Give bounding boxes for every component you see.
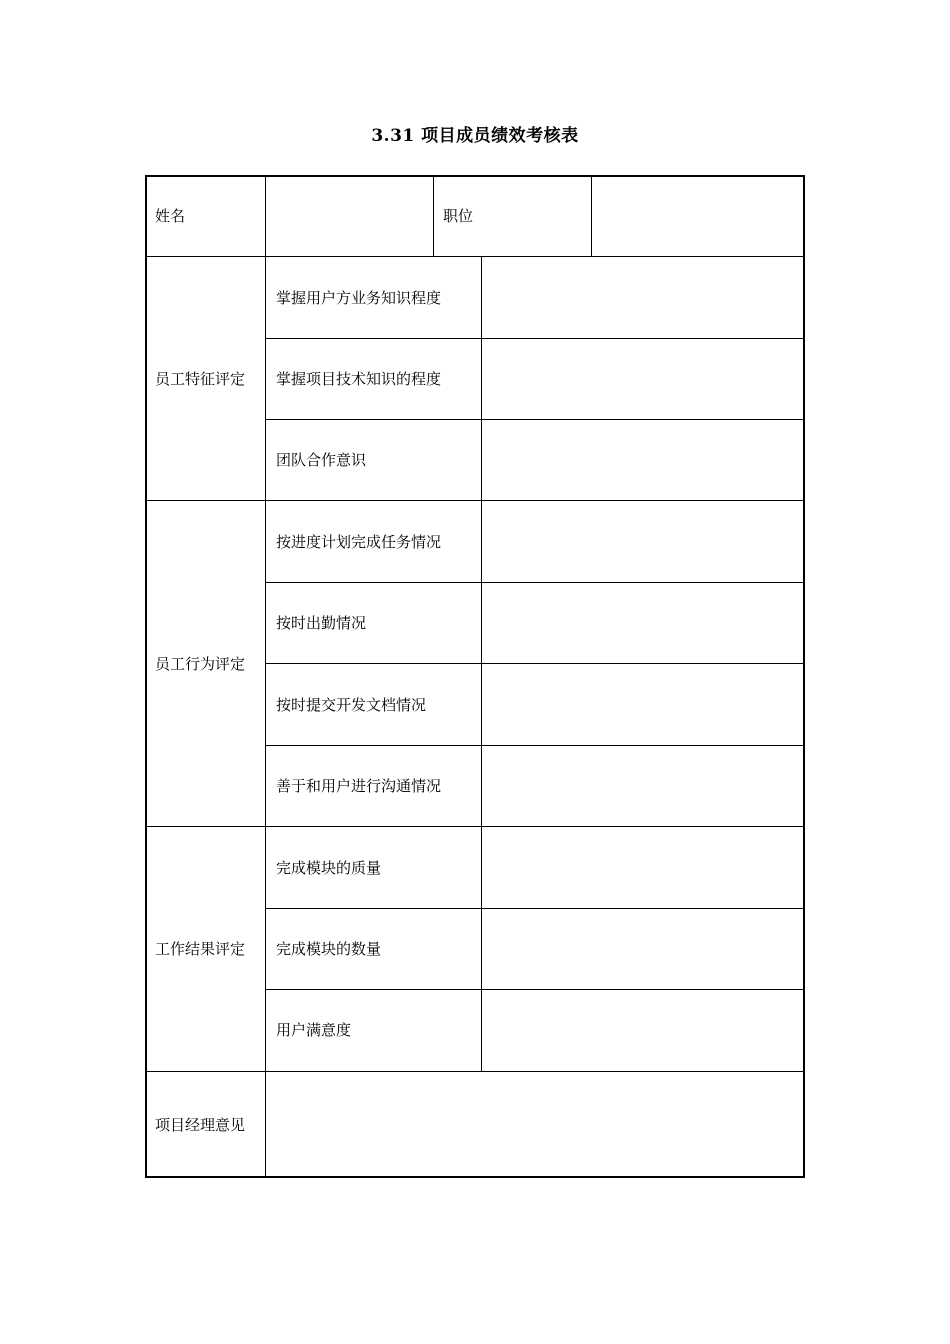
- evaluation-form: [145, 175, 805, 1178]
- position-value-field[interactable]: [601, 206, 791, 226]
- row-divider-s3-1: [266, 908, 803, 909]
- section-label-results: 工作结果评定: [155, 940, 246, 958]
- col-divider-label: [265, 177, 266, 1176]
- row-divider-s2-3: [266, 745, 803, 746]
- item-value-field[interactable]: [491, 288, 791, 308]
- row-divider-s3-end: [147, 1071, 803, 1072]
- row-divider-s2-1: [266, 582, 803, 583]
- row-divider-s3-2: [266, 989, 803, 990]
- manager-opinion-field[interactable]: [276, 1115, 791, 1135]
- item-label: 完成模块的质量: [276, 859, 382, 877]
- row-divider-s1-end: [147, 500, 803, 501]
- item-label: 善于和用户进行沟通情况: [276, 777, 442, 795]
- section-label-traits: 员工特征评定: [155, 370, 246, 388]
- item-value-field[interactable]: [491, 532, 791, 552]
- col-divider-item: [481, 257, 482, 1071]
- position-label: 职位: [443, 207, 474, 225]
- col-divider-header-2: [433, 177, 434, 256]
- name-label: 姓名: [155, 207, 186, 225]
- item-value-field[interactable]: [491, 1020, 791, 1040]
- item-label: 完成模块的数量: [276, 940, 382, 958]
- item-value-field[interactable]: [491, 450, 791, 470]
- section-label-behavior: 员工行为评定: [155, 655, 246, 673]
- name-value-field[interactable]: [275, 206, 425, 226]
- item-label: 按时出勤情况: [276, 614, 367, 632]
- row-divider-s1-1: [266, 338, 803, 339]
- row-divider-s1-2: [266, 419, 803, 420]
- item-value-field[interactable]: [491, 695, 791, 715]
- item-label: 用户满意度: [276, 1021, 352, 1039]
- item-label: 掌握项目技术知识的程度: [276, 370, 442, 388]
- manager-opinion-label: 项目经理意见: [155, 1116, 246, 1134]
- item-label: 按时提交开发文档情况: [276, 696, 427, 714]
- item-label: 团队合作意识: [276, 451, 367, 469]
- item-value-field[interactable]: [491, 858, 791, 878]
- item-label: 按进度计划完成任务情况: [276, 533, 442, 551]
- row-divider-header: [147, 256, 803, 257]
- item-value-field[interactable]: [491, 939, 791, 959]
- item-value-field[interactable]: [491, 776, 791, 796]
- page-title: 3.31 项目成员绩效考核表: [371, 126, 579, 146]
- item-label: 掌握用户方业务知识程度: [276, 289, 442, 307]
- item-value-field[interactable]: [491, 613, 791, 633]
- item-value-field[interactable]: [491, 369, 791, 389]
- row-divider-s2-2: [266, 663, 803, 664]
- col-divider-header-3: [591, 177, 592, 256]
- row-divider-s2-end: [147, 826, 803, 827]
